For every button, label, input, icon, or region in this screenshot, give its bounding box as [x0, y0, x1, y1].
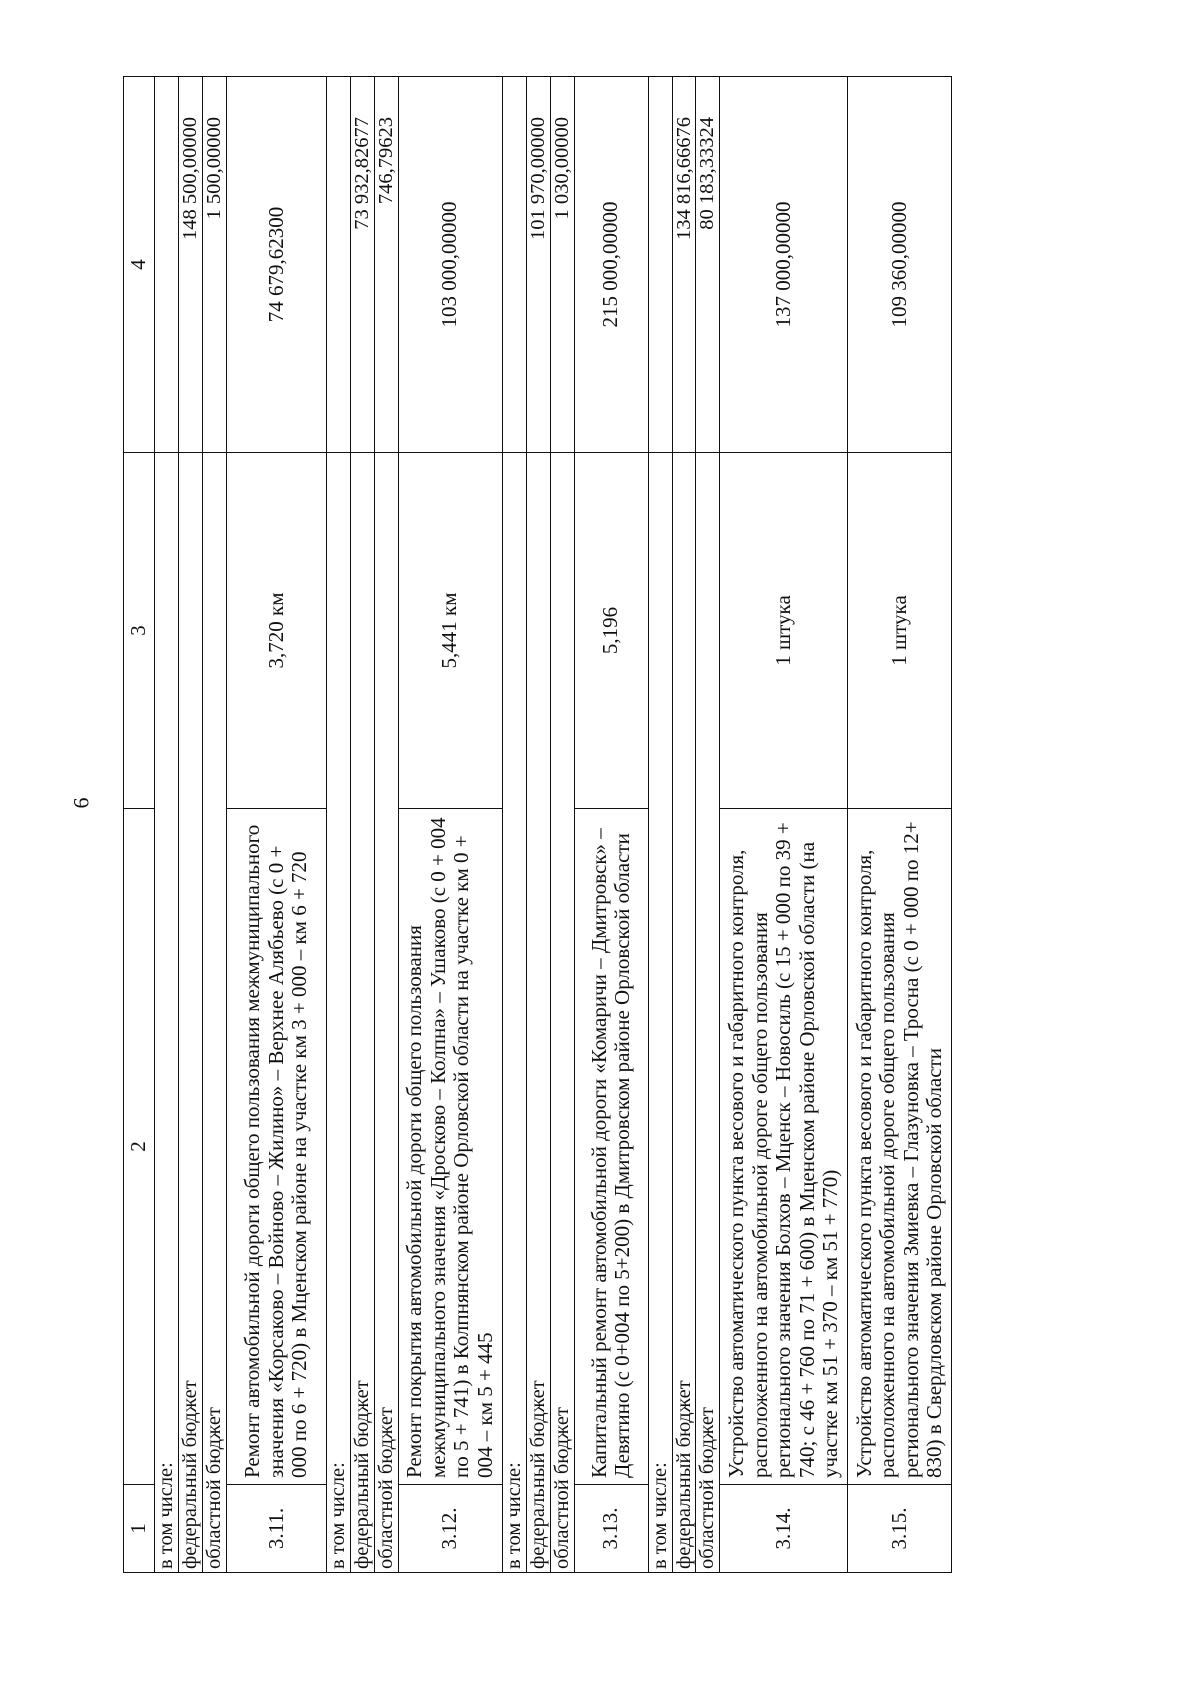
including-label: в том числе:: [155, 453, 179, 1573]
row-amount: 103 000,00000: [398, 77, 502, 453]
regional-row: [202, 77, 226, 1573]
including-label: в том числе:: [648, 453, 672, 1573]
federal-label: федеральный бюджет: [178, 453, 202, 1573]
federal-row: [526, 77, 550, 1573]
federal-row: [178, 77, 202, 1573]
empty-cell: [648, 77, 672, 453]
row-description: Устройство автоматического пункта весового и габаритного контроля, расположенного на автомобильной дороге общего пользования регионального значения Змиевка – Глазуновка – Тросна (с 0 + 000 по 12+ 830) в Свердловском районе Орловской области: [848, 809, 952, 1485]
federal-amount: 73 932,82677: [350, 77, 374, 453]
page-number: 6: [68, 797, 94, 809]
row-number: 3.13.: [574, 1485, 648, 1573]
table-row: [226, 77, 326, 1573]
row-quantity: 1 штука: [848, 453, 952, 809]
table-row: [574, 77, 648, 1573]
federal-row: [672, 77, 696, 1573]
row-quantity: 3,720 км: [226, 453, 326, 809]
regional-row: [550, 77, 574, 1573]
federal-label: федеральный бюджет: [350, 453, 374, 1573]
table-row: [848, 77, 952, 1573]
including-row: [155, 77, 179, 1573]
federal-label: федеральный бюджет: [526, 453, 550, 1573]
header-col-1: 1: [124, 1485, 155, 1573]
including-label: в том числе:: [326, 453, 350, 1573]
header-row: [124, 77, 155, 1573]
including-row: [326, 77, 350, 1573]
regional-amount: 80 183,33324: [696, 77, 720, 453]
regional-amount: 1 500,00000: [202, 77, 226, 453]
regional-row: [696, 77, 720, 1573]
row-quantity: 5,441 км: [398, 453, 502, 809]
row-amount: 215 000,00000: [574, 77, 648, 453]
federal-amount: 101 970,00000: [526, 77, 550, 453]
empty-cell: [502, 77, 526, 453]
regional-amount: 1 030,00000: [550, 77, 574, 453]
federal-amount: 134 816,66676: [672, 77, 696, 453]
regional-label: областной бюджет: [550, 453, 574, 1573]
header-col-4: 4: [124, 77, 155, 453]
regional-label: областной бюджет: [202, 453, 226, 1573]
regional-amount: 746,79623: [374, 77, 398, 453]
row-number: 3.15.: [848, 1485, 952, 1573]
row-description: Ремонт автомобильной дороги общего пользования межмуниципального значения «Корсаково – Войново – Жилино» – Верхнее Алябьево (с 0 + 000 по 6 + 720) в Мценском районе на участке км 3 + 000 – км 6 + 720: [226, 809, 326, 1485]
federal-row: [350, 77, 374, 1573]
header-col-2: 2: [124, 809, 155, 1485]
budget-table: [123, 76, 952, 1573]
rotated-page: [123, 77, 1072, 1573]
regional-label: областной бюджет: [696, 453, 720, 1573]
regional-label: областной бюджет: [374, 453, 398, 1573]
table-row: [398, 77, 502, 1573]
federal-amount: 148 500,00000: [178, 77, 202, 453]
empty-cell: [155, 77, 179, 453]
header-col-3: 3: [124, 453, 155, 809]
federal-label: федеральный бюджет: [672, 453, 696, 1573]
including-row: [648, 77, 672, 1573]
row-description: Капитальный ремонт автомобильной дороги «Комаричи – Дмитровск» – Девятино (с 0+004 по 5+200) в Дмитровском районе Орловской области: [574, 809, 648, 1485]
row-amount: 109 360,00000: [848, 77, 952, 453]
row-quantity: 1 штука: [720, 453, 848, 809]
row-description: Устройство автоматического пункта весового и габаритного контроля, расположенного на автомобильной дороге общего пользования регионального значения Болхов – Мценск – Новосиль (с 15 + 000 по 39 + 740; с 46 + 760 по 71 + 600) в Мценском районе Орловской области (на участке км 51 + 370 – км 51 + 770): [720, 809, 848, 1485]
including-row: [502, 77, 526, 1573]
row-amount: 137 000,00000: [720, 77, 848, 453]
row-number: 3.12.: [398, 1485, 502, 1573]
table-row: [720, 77, 848, 1573]
row-quantity: 5,196: [574, 453, 648, 809]
row-description: Ремонт покрытия автомобильной дороги общего пользования межмуниципального значения «Дросково – Колпна» – Ушаково (с 0 + 004 по 5 + 741) в Колпнянском районе Орловской области на участке км 0 + 004 – км 5 + 445: [398, 809, 502, 1485]
including-label: в том числе:: [502, 453, 526, 1573]
regional-row: [374, 77, 398, 1573]
row-number: 3.11.: [226, 1485, 326, 1573]
row-amount: 74 679,62300: [226, 77, 326, 453]
row-number: 3.14.: [720, 1485, 848, 1573]
empty-cell: [326, 77, 350, 453]
